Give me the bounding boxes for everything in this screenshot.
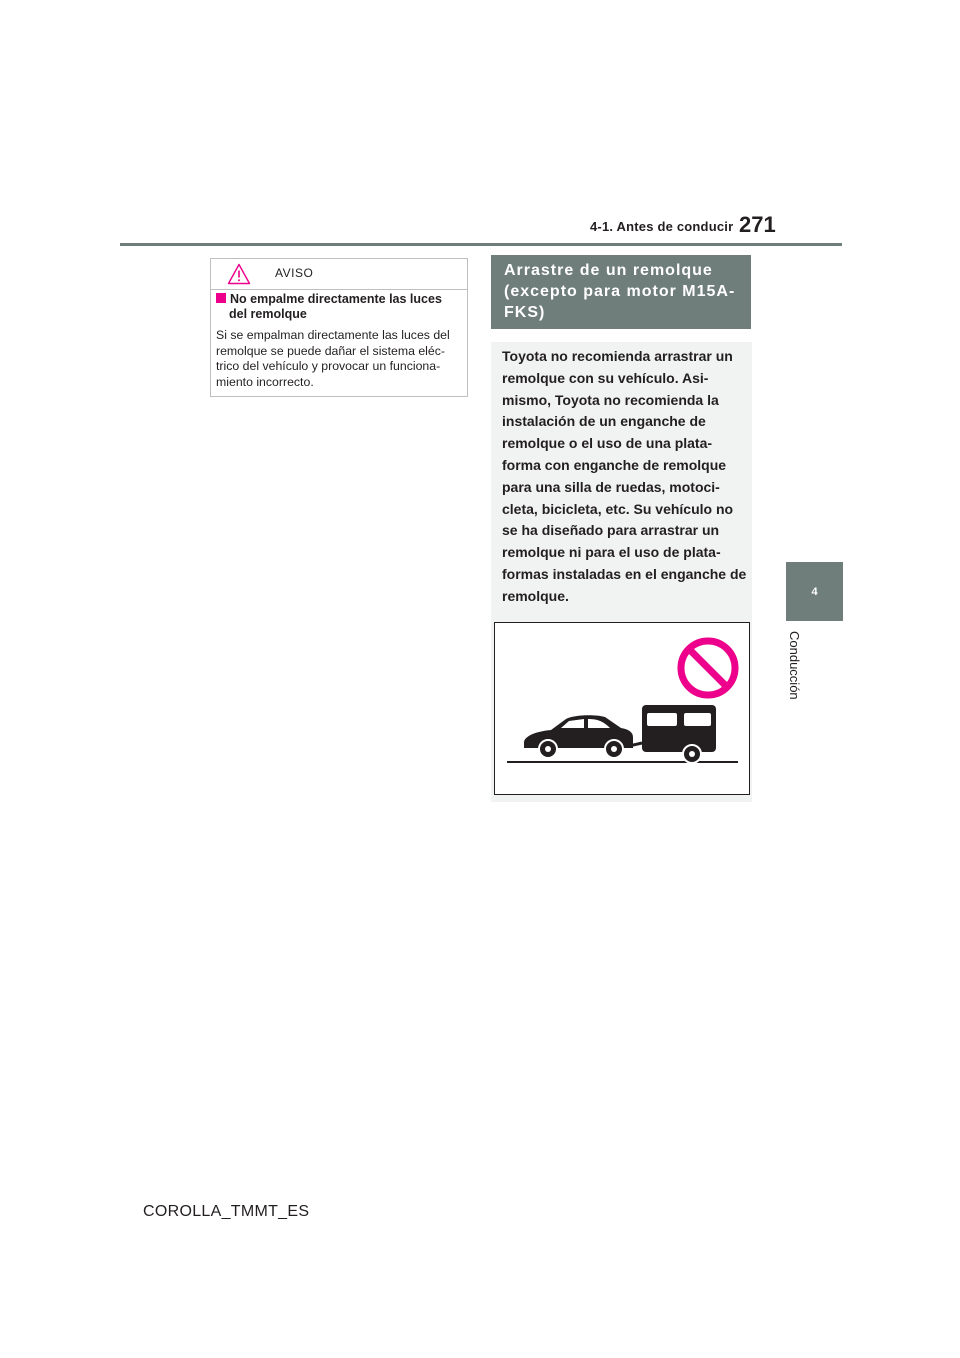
section-title: 4-1. Antes de conducir xyxy=(590,219,734,234)
warning-heading-line1: No empalme directamente las luces xyxy=(230,292,442,306)
section-heading: Arrastre de un remolque (excepto para motor M15A-FKS) xyxy=(504,262,736,321)
model-code: COROLLA_TMMT_ES xyxy=(143,1203,310,1220)
chapter-label-text: Conducción xyxy=(787,631,802,700)
warning-triangle-icon xyxy=(227,263,251,285)
warning-header xyxy=(211,259,467,290)
header-divider xyxy=(120,243,842,246)
prohibited-icon xyxy=(681,641,735,695)
chapter-number: 4 xyxy=(811,585,818,598)
bullet-square-icon xyxy=(216,293,226,303)
warning-body: Si se empalman directamente las luces del remolque se puede dañar el sistema eléc-trico del vehículo y provocar un funciona-miento incorrecto. xyxy=(216,328,450,389)
warning-title: AVISO xyxy=(275,266,314,280)
trailer-icon xyxy=(629,705,716,763)
chapter-tab[interactable] xyxy=(786,562,843,621)
warning-heading xyxy=(216,292,464,322)
chapter-label xyxy=(787,631,807,711)
towing-illustration-drawing xyxy=(495,623,751,796)
towing-illustration xyxy=(494,622,750,795)
section-heading-box xyxy=(491,255,751,329)
car-icon xyxy=(524,715,633,758)
warning-heading-line2: del remolque xyxy=(229,307,307,321)
section-body-text: Toyota no recomienda arrastrar un remolque con su vehículo. Asi-mismo, Toyota no recomienda la instalación de un enganche de remolque o el uso de una plata-forma con enganche de remolque para una silla de ruedas, motoci-cleta, bicicleta, etc. Su vehículo no se ha diseñado para arrastrar un remolque ni para el uso de plata-formas instaladas en el enganche de remolque. xyxy=(502,348,747,604)
warning-box xyxy=(210,258,468,397)
page-number: 271 xyxy=(739,212,776,237)
